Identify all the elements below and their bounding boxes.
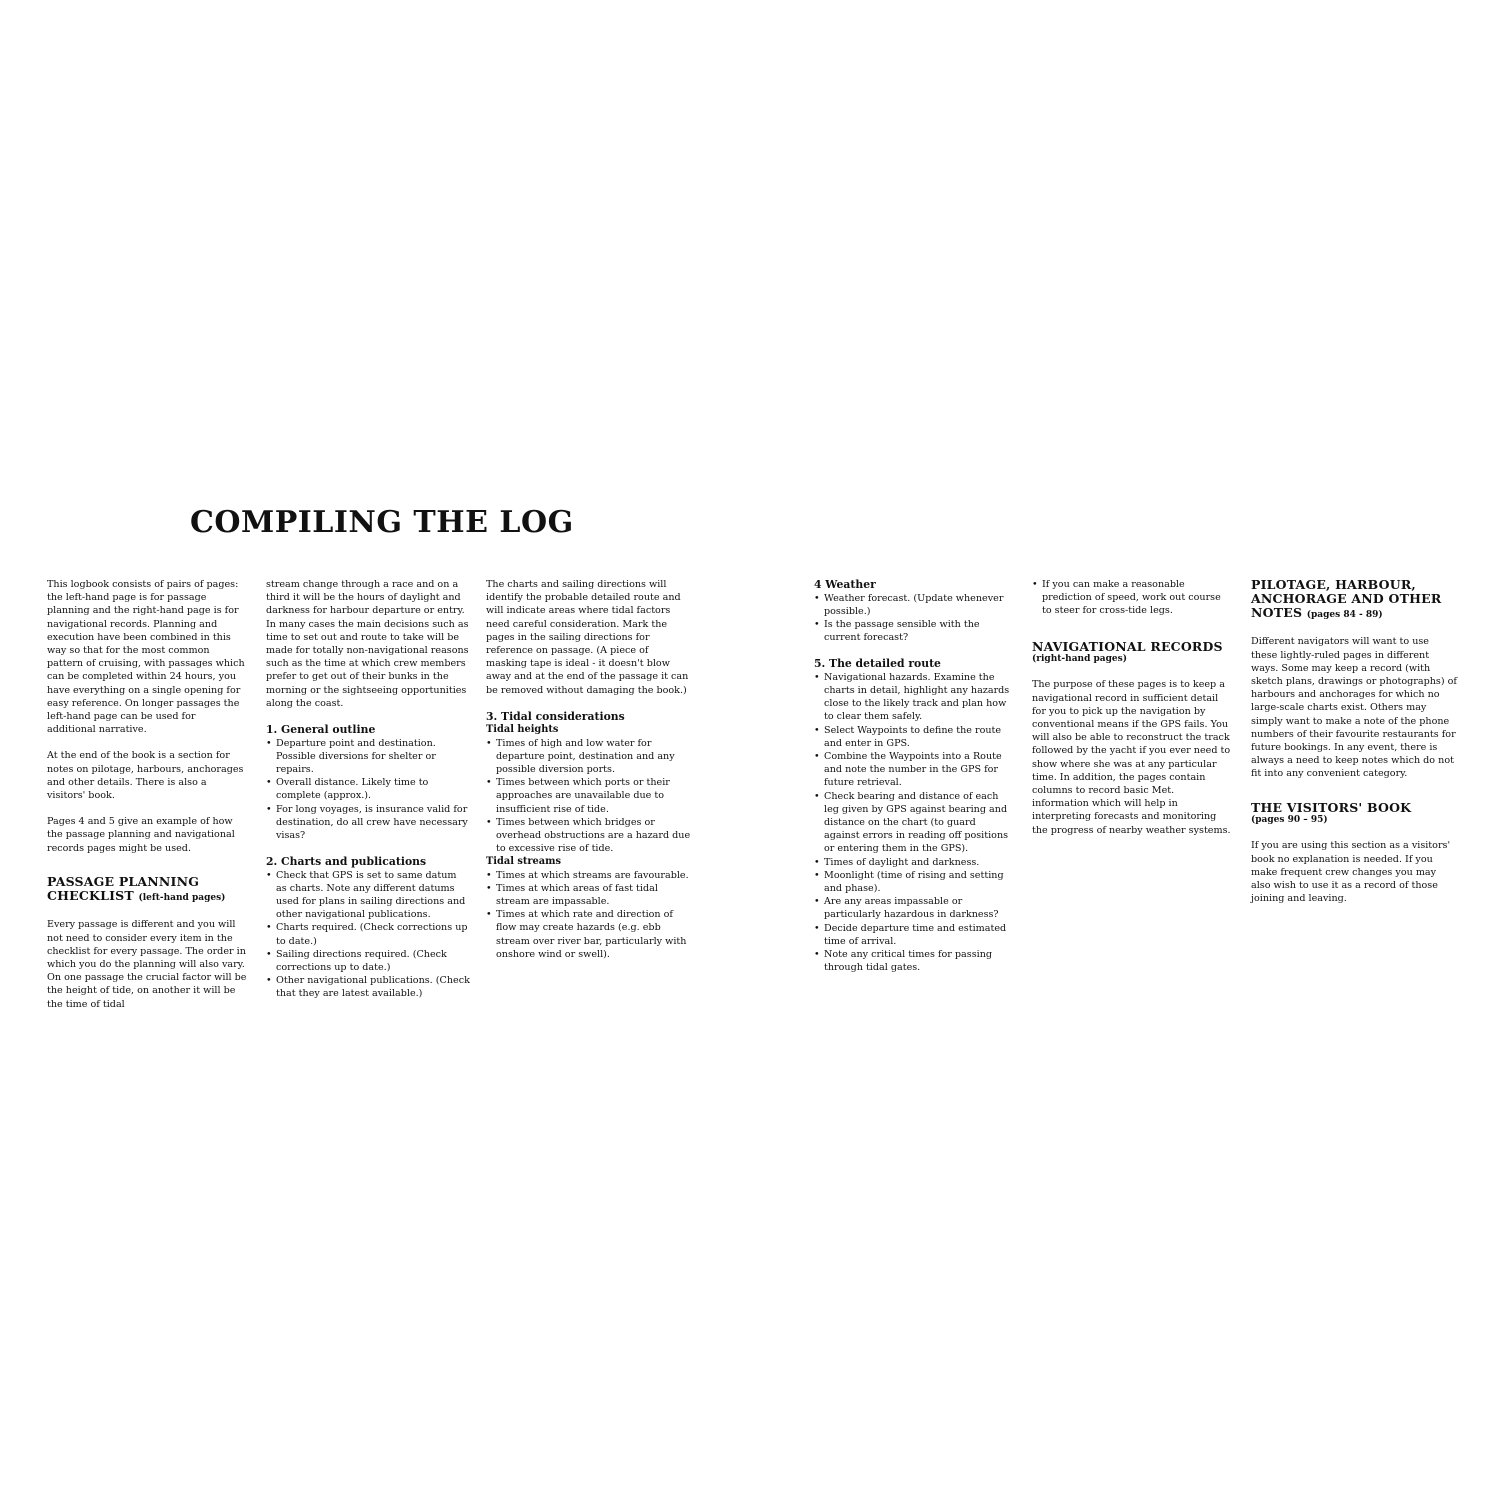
- list-item: • Select Waypoints to define the route and enter in GPS.: [814, 724, 1014, 750]
- charts-sailing-paragraph: The charts and sailing directions will identify the probable detailed route and will indicate areas where tidal factors need careful consideration. Mark the pages in the sailing directions for reference on passage. (A piece of masking tape is ideal - it doesn't blow away and at the end of the passage it can be removed without damaging the book.): [486, 579, 689, 696]
- column-1: [47, 578, 247, 1011]
- end-of-book-paragraph: At the end of the book is a section for notes on pilotage, harbours, anchorages and other details. There is also a visitors' book.: [47, 750, 244, 802]
- list-item: • Overall distance. Likely time to complete (approx.).: [266, 776, 470, 802]
- general-outline-heading: 1. General outline: [266, 723, 376, 737]
- list-item: • Times at which rate and direction of flow may create hazards (e.g. ebb stream over river bar, particularly with onshore wind or swell).: [486, 908, 692, 961]
- list-item: • Charts required. (Check corrections up to date.): [266, 921, 470, 947]
- column-3: [486, 578, 692, 961]
- tidal-streams-subheading: Tidal streams: [486, 856, 562, 868]
- weather-list: [814, 592, 1014, 645]
- tidal-heights-list: [486, 737, 692, 856]
- pilotage-paragraph: Different navigators will want to use these lightly-ruled pages in different ways. Some may keep a record (with sketch plans, drawings or photographs) of harbours and anchorages for which no large-scale charts exist. Others may simply want to make a note of the phone numbers of their favourite restaurants for future bookings. In any event, there is always a need to keep notes which do not fit into any convenient category.: [1251, 636, 1457, 780]
- tidal-considerations-heading: 3. Tidal considerations: [486, 709, 625, 723]
- continuation-paragraph: stream change through a race and on a third it will be the hours of daylight and darkness for harbour departure or entry. In many cases the main decisions such as time to set out and route to take will be made for totally non-navigational reasons such as the time at which crew members prefer to get out of their bunks in the morning or the sightseeing opportunities along the coast.: [266, 579, 469, 709]
- list-item: • Times at which areas of fast tidal stream are impassable.: [486, 882, 692, 908]
- example-pages-paragraph: Pages 4 and 5 give an example of how the passage planning and navigational records pages might be used.: [47, 816, 235, 854]
- prediction-list: [1032, 578, 1232, 618]
- column-6: [1251, 578, 1457, 905]
- list-item: • Times of high and low water for departure point, destination and any possible diversion ports.: [486, 737, 692, 777]
- list-item: • Is the passage sensible with the current forecast?: [814, 618, 1014, 644]
- list-item: • Times between which bridges or overhead obstructions are a hazard due to excessive rise of tide.: [486, 816, 692, 856]
- list-item: • Decide departure time and estimated time of arrival.: [814, 922, 1014, 948]
- list-item: • Departure point and destination. Possible diversions for shelter or repairs.: [266, 737, 470, 777]
- charts-publications-heading: 2. Charts and publications: [266, 855, 427, 869]
- list-item: • Sailing directions required. (Check corrections up to date.): [266, 948, 470, 974]
- list-item: • Moonlight (time of rising and setting and phase).: [814, 869, 1014, 895]
- list-item: • Check that GPS is set to same datum as charts. Note any different datums used for plans in sailing directions and other navigational publications.: [266, 869, 470, 922]
- passage-planning-paragraph: Every passage is different and you will not need to consider every item in the checklist for every passage. The order in which you do the planning will also vary. On one passage the crucial factor will be the height of tide, on another it will be the time of tidal: [47, 919, 247, 1010]
- weather-heading: 4 Weather: [814, 578, 876, 591]
- list-item: • Are any areas impassable or particularly hazardous in darkness?: [814, 895, 1014, 921]
- list-item: • Check bearing and distance of each leg given by GPS against bearing and distance on the chart (to guard against errors in reading off positions or entering them in the GPS).: [814, 790, 1014, 856]
- list-item: • Navigational hazards. Examine the charts in detail, highlight any hazards close to the likely track and plan how to clear them safely.: [814, 671, 1014, 724]
- list-item: • Note any critical times for passing through tidal gates.: [814, 948, 1014, 974]
- list-item: • Times between which ports or their approaches are unavailable due to insufficient rise of tide.: [486, 776, 692, 816]
- tidal-streams-list: [486, 869, 692, 961]
- tidal-heights-subheading: Tidal heights: [486, 724, 559, 736]
- navigational-records-paragraph: The purpose of these pages is to keep a navigational record in sufficient detail for you to pick up the navigation by conventional means if the GPS fails. You will also be able to reconstruct the track followed by the yacht if you ever need to show where she was at any particular time. In addition, the pages contain columns to record basic Met. information which will help in interpreting forecasts and monitoring the progress of nearby weather systems.: [1032, 679, 1231, 836]
- column-4: [814, 578, 1014, 974]
- visitors-book-heading: THE VISITORS' BOOK (pages 90 – 95): [1251, 799, 1412, 826]
- column-5: [1032, 578, 1232, 837]
- navigational-records-heading: NAVIGATIONAL RECORDS (right-hand pages): [1032, 638, 1223, 665]
- passage-planning-heading: PASSAGE PLANNING CHECKLIST (left-hand pages): [47, 873, 226, 903]
- list-item: • Other navigational publications. (Check that they are latest available.): [266, 974, 470, 1000]
- charts-publications-list: [266, 869, 470, 1001]
- intro-paragraph: This logbook consists of pairs of pages: the left-hand page is for passage planning and the right-hand page is for navigational records. Planning and execution have been combined in this way so that for the most common pattern of cruising, with passages which can be completed within 24 hours, you have everything on a single opening for easy reference. On longer passages the left-hand page can be used for additional narrative.: [47, 579, 245, 736]
- list-item: • Times at which streams are favourable.: [486, 869, 692, 882]
- list-item: • Times of daylight and darkness.: [814, 856, 1014, 869]
- list-item: • For long voyages, is insurance valid for destination, do all crew have necessary visas?: [266, 803, 470, 843]
- pilotage-heading: PILOTAGE, HARBOUR, ANCHORAGE AND OTHER NOTES (pages 84 - 89): [1251, 577, 1442, 620]
- list-item: • Combine the Waypoints into a Route and note the number in the GPS for future retrieval.: [814, 750, 1014, 790]
- list-item: • Weather forecast. (Update whenever possible.): [814, 592, 1014, 618]
- detailed-route-heading: 5. The detailed route: [814, 657, 941, 671]
- detailed-route-list: [814, 671, 1014, 975]
- general-outline-list: [266, 737, 470, 843]
- list-item: • If you can make a reasonable prediction of speed, work out course to steer for cross-tide legs.: [1032, 578, 1232, 618]
- column-2: [266, 578, 470, 1001]
- visitors-book-paragraph: If you are using this section as a visitors' book no explanation is needed. If you make frequent crew changes you may also wish to use it as a record of those joining and leaving.: [1251, 840, 1451, 905]
- page-title: COMPILING THE LOG: [190, 505, 574, 540]
